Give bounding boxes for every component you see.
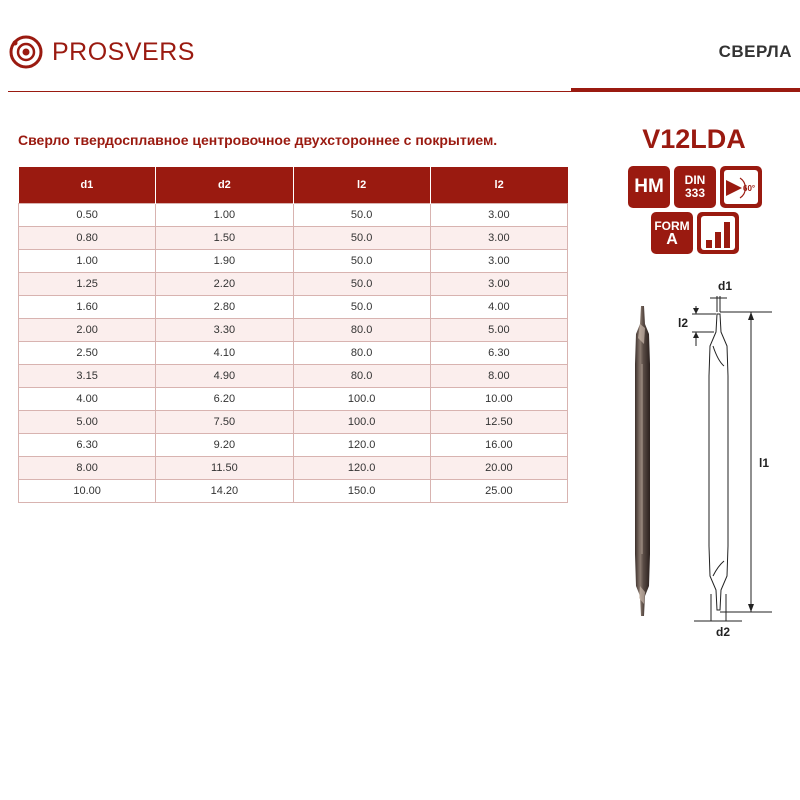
bar-chart-icon	[697, 212, 739, 254]
table-cell: 3.00	[430, 204, 567, 227]
material-badge	[628, 166, 670, 208]
dim-label-l1: l1	[759, 456, 770, 470]
table-cell: 5.00	[19, 411, 156, 434]
point-angle-icon	[720, 166, 762, 208]
angle-label: 60°	[743, 184, 756, 193]
table-cell: 10.00	[430, 388, 567, 411]
application-badge	[697, 212, 739, 254]
table-row	[19, 319, 568, 342]
angle-badge	[720, 166, 762, 208]
table-cell: 4.00	[430, 296, 567, 319]
table-cell: 120.0	[293, 434, 430, 457]
table-cell: 25.00	[430, 480, 567, 503]
table-header-row	[19, 167, 568, 204]
table-cell: 10.00	[19, 480, 156, 503]
product-description: Сверло твердосплавное центровочное двухстороннее с покрытием.	[18, 132, 498, 148]
table-cell: 11.50	[156, 457, 293, 480]
table-cell: 120.0	[293, 457, 430, 480]
table-cell: 7.50	[156, 411, 293, 434]
logo-text: PROSVERS	[52, 37, 195, 66]
table-cell: 80.0	[293, 319, 430, 342]
table-row	[19, 250, 568, 273]
table-cell: 2.00	[19, 319, 156, 342]
dim-label-d2: d2	[716, 625, 731, 639]
column-header: d2	[156, 167, 293, 204]
table-row	[19, 411, 568, 434]
material-label: HM	[634, 176, 664, 197]
table-cell: 4.00	[19, 388, 156, 411]
section-title: СВЕРЛА	[718, 42, 792, 61]
table-cell: 3.15	[19, 365, 156, 388]
table-cell: 14.20	[156, 480, 293, 503]
column-header: d1	[19, 167, 156, 204]
table-cell: 20.00	[430, 457, 567, 480]
table-cell: 4.90	[156, 365, 293, 388]
table-cell: 16.00	[430, 434, 567, 457]
table-row	[19, 342, 568, 365]
logo-icon	[8, 34, 44, 70]
table-cell: 100.0	[293, 411, 430, 434]
table-cell: 9.20	[156, 434, 293, 457]
header-divider-accent	[571, 88, 800, 92]
table-cell: 12.50	[430, 411, 567, 434]
din-number: 333	[684, 186, 706, 200]
table-cell: 2.80	[156, 296, 293, 319]
table-row	[19, 365, 568, 388]
table-row	[19, 227, 568, 250]
table-cell: 50.0	[293, 296, 430, 319]
table-cell: 8.00	[19, 457, 156, 480]
table-cell: 5.00	[430, 319, 567, 342]
logo[interactable]	[8, 34, 195, 70]
din-badge	[674, 166, 716, 208]
table-cell: 1.60	[19, 296, 156, 319]
table-cell: 8.00	[430, 365, 567, 388]
table-cell: 4.10	[156, 342, 293, 365]
product-code: V12LDA	[642, 124, 746, 154]
table-cell: 0.80	[19, 227, 156, 250]
table-cell: 6.20	[156, 388, 293, 411]
table-cell: 0.50	[19, 204, 156, 227]
dim-label-l2: l2	[678, 316, 689, 330]
table-cell: 1.25	[19, 273, 156, 296]
header	[0, 0, 800, 100]
table-cell: 3.00	[430, 273, 567, 296]
table-cell: 2.50	[19, 342, 156, 365]
dim-label-d1: d1	[718, 279, 733, 293]
table-row	[19, 204, 568, 227]
table-cell: 50.0	[293, 204, 430, 227]
form-value: A	[666, 231, 678, 248]
table-cell: 80.0	[293, 365, 430, 388]
table-cell: 100.0	[293, 388, 430, 411]
table-cell: 1.00	[156, 204, 293, 227]
din-label: DIN	[684, 173, 706, 187]
table-cell: 150.0	[293, 480, 430, 503]
table-cell: 1.90	[156, 250, 293, 273]
dimension-drawing	[676, 276, 786, 636]
table-cell: 3.00	[430, 227, 567, 250]
table-row	[19, 296, 568, 319]
table-cell: 80.0	[293, 342, 430, 365]
table-cell: 50.0	[293, 227, 430, 250]
table-row	[19, 480, 568, 503]
table-row	[19, 273, 568, 296]
table-cell: 50.0	[293, 250, 430, 273]
spec-table	[18, 167, 568, 503]
table-cell: 1.50	[156, 227, 293, 250]
table-cell: 2.20	[156, 273, 293, 296]
table-cell: 6.30	[430, 342, 567, 365]
table-row	[19, 434, 568, 457]
table-row	[19, 388, 568, 411]
drill-photo	[626, 304, 660, 624]
table-cell: 3.30	[156, 319, 293, 342]
column-header: l2	[293, 167, 430, 204]
table-cell: 3.00	[430, 250, 567, 273]
table-cell: 6.30	[19, 434, 156, 457]
table-cell: 50.0	[293, 273, 430, 296]
table-body	[19, 204, 568, 503]
form-label: FORM	[654, 219, 690, 233]
form-badge	[651, 212, 693, 254]
table-cell: 1.00	[19, 250, 156, 273]
column-header: l2	[430, 167, 567, 204]
table-row	[19, 457, 568, 480]
